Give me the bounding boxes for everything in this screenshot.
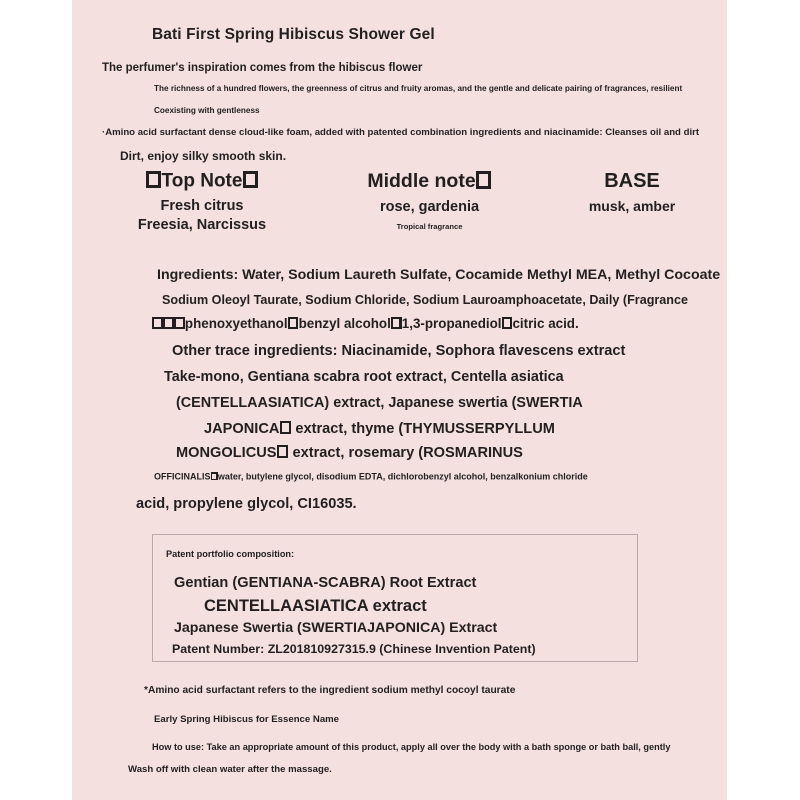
missing-glyph-icon: [277, 445, 288, 458]
footer-amino-acid-note: *Amino acid surfactant refers to the ingredient sodium methyl cocoyl taurate: [144, 685, 516, 696]
fragrance-note-middle-heading: [322, 171, 537, 191]
ingredients-line-3-part-2: benzyl alcohol: [298, 316, 391, 331]
trace-ingredients-line-6: [154, 472, 588, 482]
missing-glyph-icon: [280, 421, 291, 434]
ingredients-line-3-part-4: citric acid.: [512, 316, 579, 331]
ingredients-line-3: [152, 317, 579, 331]
fragrance-note-middle: [322, 171, 537, 231]
missing-glyph-icon: [146, 171, 161, 188]
patent-box-patent-number: Patent Number: ZL201810927315.9 (Chinese Invention Patent): [172, 642, 536, 656]
ingredients-line-3-part-1: phenoxyethanol: [184, 316, 288, 331]
fragrance-description-line-1: The richness of a hundred flowers, the greenness of citrus and fruity aromas, and the gentle and delicate pairing of fragrances, resilient: [154, 84, 683, 93]
fragrance-note-middle-body-line-1: rose, gardenia: [379, 199, 480, 216]
product-claim-line-1: ·Amino acid surfactant dense cloud-like foam, added with patented combination ingredients and niacinamide: Cleanses oil and dirt: [102, 127, 700, 138]
fragrance-note-top-heading: [82, 171, 322, 190]
trace-ingredients-line-6-pre: OFFICINALIS: [154, 471, 211, 482]
trace-ingredients-line-5-post: extract, rosemary (ROSMARINUS: [288, 444, 523, 461]
trace-ingredients-line-3: (CENTELLAASIATICA) extract, Japanese swertia (SWERTIA: [176, 395, 583, 411]
footer-how-to-use-line-1: How to use: Take an appropriate amount of this product, apply all over the body with a bath sponge or bath ball, gently: [152, 742, 671, 752]
fragrance-note-base: [537, 171, 727, 216]
missing-glyph-icon: [502, 317, 512, 329]
patent-box-line-2: CENTELLAASIATICA extract: [204, 597, 427, 615]
trace-ingredients-line-4-post: extract, thyme (THYMUSSERPYLLUM: [291, 420, 555, 437]
ingredients-line-1: Ingredients: Water, Sodium Laureth Sulfate, Cocamide Methyl MEA, Methyl Cocoate: [157, 267, 721, 283]
fragrance-note-base-heading: [537, 171, 727, 191]
fragrance-note-top-body-line-1: Fresh citrus: [160, 198, 244, 215]
product-label-panel: [72, 0, 727, 800]
missing-glyph-icon: [152, 317, 162, 329]
patent-box-line-1: Gentian (GENTIANA-SCABRA) Root Extract: [174, 575, 477, 591]
fragrance-note-middle-heading-text: Middle note: [367, 169, 476, 192]
footer-how-to-use-line-2: Wash off with clean water after the massage.: [128, 764, 332, 775]
trace-ingredients-line-6-post: water, butylene glycol, disodium EDTA, dichlorobenzyl alcohol, benzalkonium chloride: [217, 471, 588, 482]
fragrance-note-top-body-line-2: Freesia, Narcissus: [137, 216, 267, 233]
missing-glyph-icon: [243, 171, 258, 188]
footer-essence-name: Early Spring Hibiscus for Essence Name: [154, 714, 340, 725]
product-title: Bati First Spring Hibiscus Shower Gel: [152, 26, 435, 43]
product-claim-line-2: Dirt, enjoy silky smooth skin.: [120, 149, 287, 163]
fragrance-notes-row: [72, 171, 727, 234]
trace-ingredients-line-2: Take-mono, Gentiana scabra root extract, Centella asiatica: [164, 369, 564, 385]
fragrance-note-top-heading-text: Top Note: [161, 170, 243, 192]
missing-glyph-icon: [391, 317, 401, 329]
fragrance-note-middle-body: [322, 198, 537, 217]
missing-glyph-icon: [163, 317, 173, 329]
fragrance-note-top-body: [82, 197, 322, 234]
trace-ingredients-line-4-pre: JAPONICA: [204, 420, 280, 437]
trace-ingredients-line-7: acid, propylene glycol, CI16035.: [136, 496, 357, 512]
patent-box-title: Patent portfolio composition:: [166, 549, 295, 559]
fragrance-note-base-body: [537, 198, 727, 216]
fragrance-description-line-2: Coexisting with gentleness: [154, 106, 260, 115]
fragrance-note-top: [72, 171, 322, 234]
ingredients-line-2: Sodium Oleoyl Taurate, Sodium Chloride, Sodium Lauroamphoacetate, Daily (Fragrance: [162, 293, 689, 307]
missing-glyph-icon: [288, 317, 298, 329]
missing-glyph-icon: [476, 171, 491, 189]
missing-glyph-icon: [174, 317, 184, 329]
patent-box-line-3: Japanese Swertia (SWERTIAJAPONICA) Extract: [174, 620, 498, 636]
trace-ingredients-line-5-pre: MONGOLICUS: [176, 444, 277, 461]
trace-ingredients-line-4: [204, 421, 555, 437]
inspiration-line: The perfumer's inspiration comes from the hibiscus flower: [102, 62, 423, 74]
fragrance-note-base-heading-text: BASE: [604, 170, 660, 192]
fragrance-note-middle-subnote: Tropical fragrance: [396, 221, 463, 231]
fragrance-note-base-body-line-1: musk, amber: [588, 198, 676, 214]
ingredients-line-3-part-3: 1,3-propanediol: [401, 316, 502, 331]
missing-glyph-icon: [211, 472, 218, 480]
trace-ingredients-line-1: Other trace ingredients: Niacinamide, Sophora flavescens extract: [172, 343, 626, 359]
trace-ingredients-line-5: [176, 445, 523, 461]
